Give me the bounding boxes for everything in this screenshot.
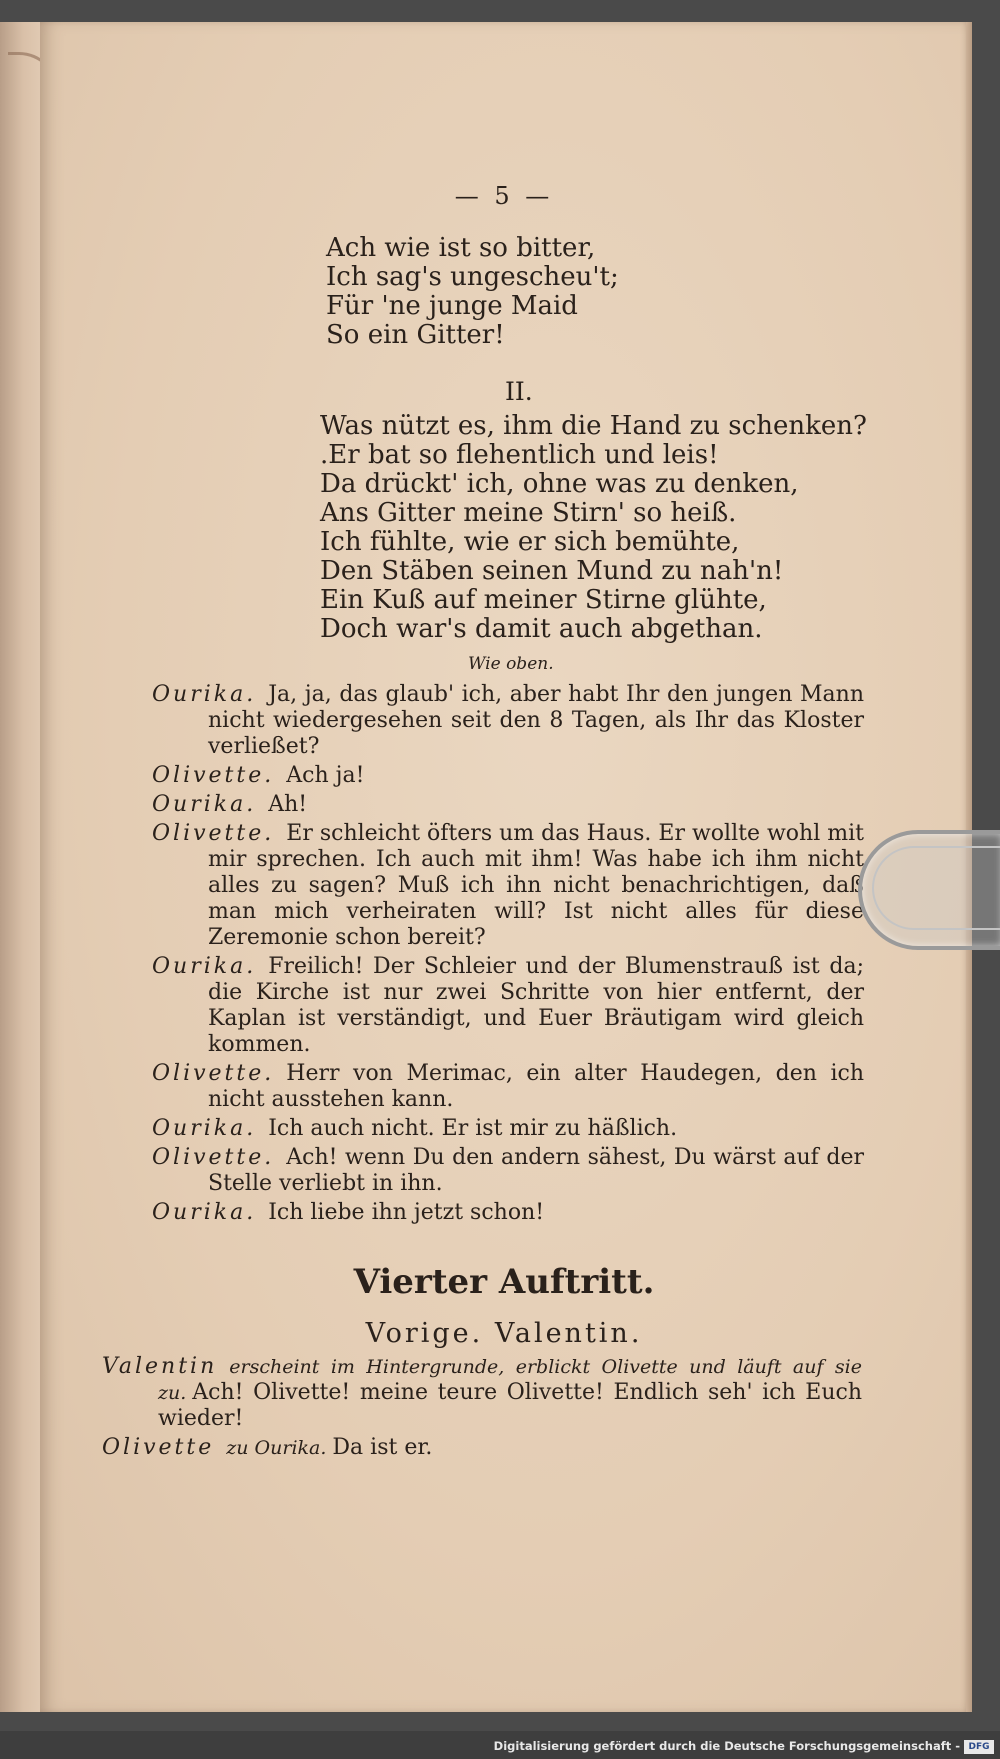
- verse-stanza-2: [320, 412, 867, 644]
- speaker-name: Ourika.: [152, 792, 257, 817]
- verse-line: Ans Gitter meine Stirn' so heiß.: [320, 498, 737, 528]
- speech-text: Er schleicht öfters um das Haus. Er wollte wohl mit mir sprechen. Ich auch mit ihm! Was habe ich ihm nicht alles zu sagen? Muß ich ihn nicht benachrichtigen, daß man mich verheiraten will? Ist nicht alles für diese Zeremonie schon bereit?: [208, 821, 864, 950]
- speaker-name: Olivette.: [152, 763, 275, 788]
- speech-text: Ach ja!: [286, 763, 365, 788]
- page-number: — 5 —: [454, 182, 554, 210]
- dialogue-block: [152, 682, 864, 1229]
- speaker-name: Valentin: [102, 1354, 218, 1379]
- speech: [152, 821, 864, 951]
- verse-line: Da drückt' ich, ohne was zu denken,: [320, 469, 799, 499]
- speaker-name: Ourika.: [152, 1200, 257, 1225]
- speech: [152, 792, 864, 818]
- verse-line: Ein Kuß auf meiner Stirne glühte,: [320, 585, 767, 615]
- speech: [152, 1200, 864, 1226]
- speaker-name: Olivette: [102, 1435, 215, 1460]
- dfg-logo: DFG: [964, 1740, 994, 1754]
- scene-persons: Vorige. Valentin.: [365, 1318, 643, 1349]
- speech: [102, 1435, 862, 1461]
- speech-text: Da ist er.: [332, 1435, 433, 1460]
- stage-direction-inline: erscheint im Hintergrunde, erblickt Olivette und läuft auf sie zu.: [158, 1356, 862, 1404]
- footer-bar: [0, 1731, 1000, 1759]
- speaker-name: Olivette.: [152, 1061, 275, 1086]
- speaker-name: Ourika.: [152, 682, 257, 707]
- verse-line: .Er bat so flehentlich und leis!: [320, 440, 719, 470]
- verse-line: Ich fühlte, wie er sich bemühte,: [320, 527, 740, 557]
- verse-line: Ich sag's ungescheu't;: [326, 262, 619, 292]
- speech-text: Ja, ja, das glaub' ich, aber habt Ihr den jungen Mann nicht wiedergesehen seit den 8 Tagen, als Ihr das Kloster verließet?: [208, 682, 864, 759]
- speech: [152, 1145, 864, 1197]
- scene-title: Vierter Auftritt.: [353, 1262, 655, 1302]
- bookmark-clip-inner: [872, 846, 1000, 930]
- speech-text: Ich liebe ihn jetzt schon!: [268, 1200, 545, 1225]
- speaker-name: Ourika.: [152, 1116, 257, 1141]
- speaker-name: Ourika.: [152, 954, 257, 979]
- speech-text: Ach! wenn Du den andern sähest, Du wärst auf der Stelle verliebt in ihn.: [208, 1145, 864, 1196]
- verse-line: Den Stäben seinen Mund zu nah'n!: [320, 556, 784, 586]
- scene-dialogue-block: [102, 1354, 862, 1464]
- verse-line: Ach wie ist so bitter,: [326, 233, 596, 263]
- speech: [152, 682, 864, 760]
- speech: [102, 1354, 862, 1432]
- stanza-number: II.: [505, 377, 533, 406]
- verse-stanza-1: [326, 234, 619, 350]
- verse-line: Für 'ne junge Maid: [326, 291, 578, 321]
- speech-text: Ah!: [268, 792, 308, 817]
- verse-line: Was nützt es, ihm die Hand zu schenken?: [320, 411, 867, 441]
- speech-text: Herr von Merimac, ein alter Haudegen, den ich nicht ausstehen kann.: [208, 1061, 864, 1112]
- speech-text: Ich auch nicht. Er ist mir zu häßlich.: [268, 1116, 678, 1141]
- funding-notice: Digitalisierung gefördert durch die Deutsche Forschungsgemeinschaft -: [493, 1739, 960, 1753]
- book-page: [40, 22, 968, 1712]
- speech-text: Ach! Olivette! meine teure Olivette! Endlich seh' ich Euch wieder!: [158, 1380, 862, 1431]
- verse-line: Doch war's damit auch abgethan.: [320, 614, 763, 644]
- speech: [152, 954, 864, 1058]
- stage-direction: Wie oben.: [468, 654, 554, 674]
- speech: [152, 763, 864, 789]
- speech: [152, 1061, 864, 1113]
- speech: [152, 1116, 864, 1142]
- verse-line: So ein Gitter!: [326, 320, 505, 350]
- speaker-name: Olivette.: [152, 821, 275, 846]
- stage-direction-inline: zu Ourika.: [226, 1437, 327, 1459]
- speaker-name: Olivette.: [152, 1145, 275, 1170]
- speech-text: Freilich! Der Schleier und der Blumenstrauß ist da; die Kirche ist nur zwei Schritte von hier entfernt, der Kaplan ist verständigt, und Euer Bräutigam wird gleich kommen.: [208, 954, 864, 1057]
